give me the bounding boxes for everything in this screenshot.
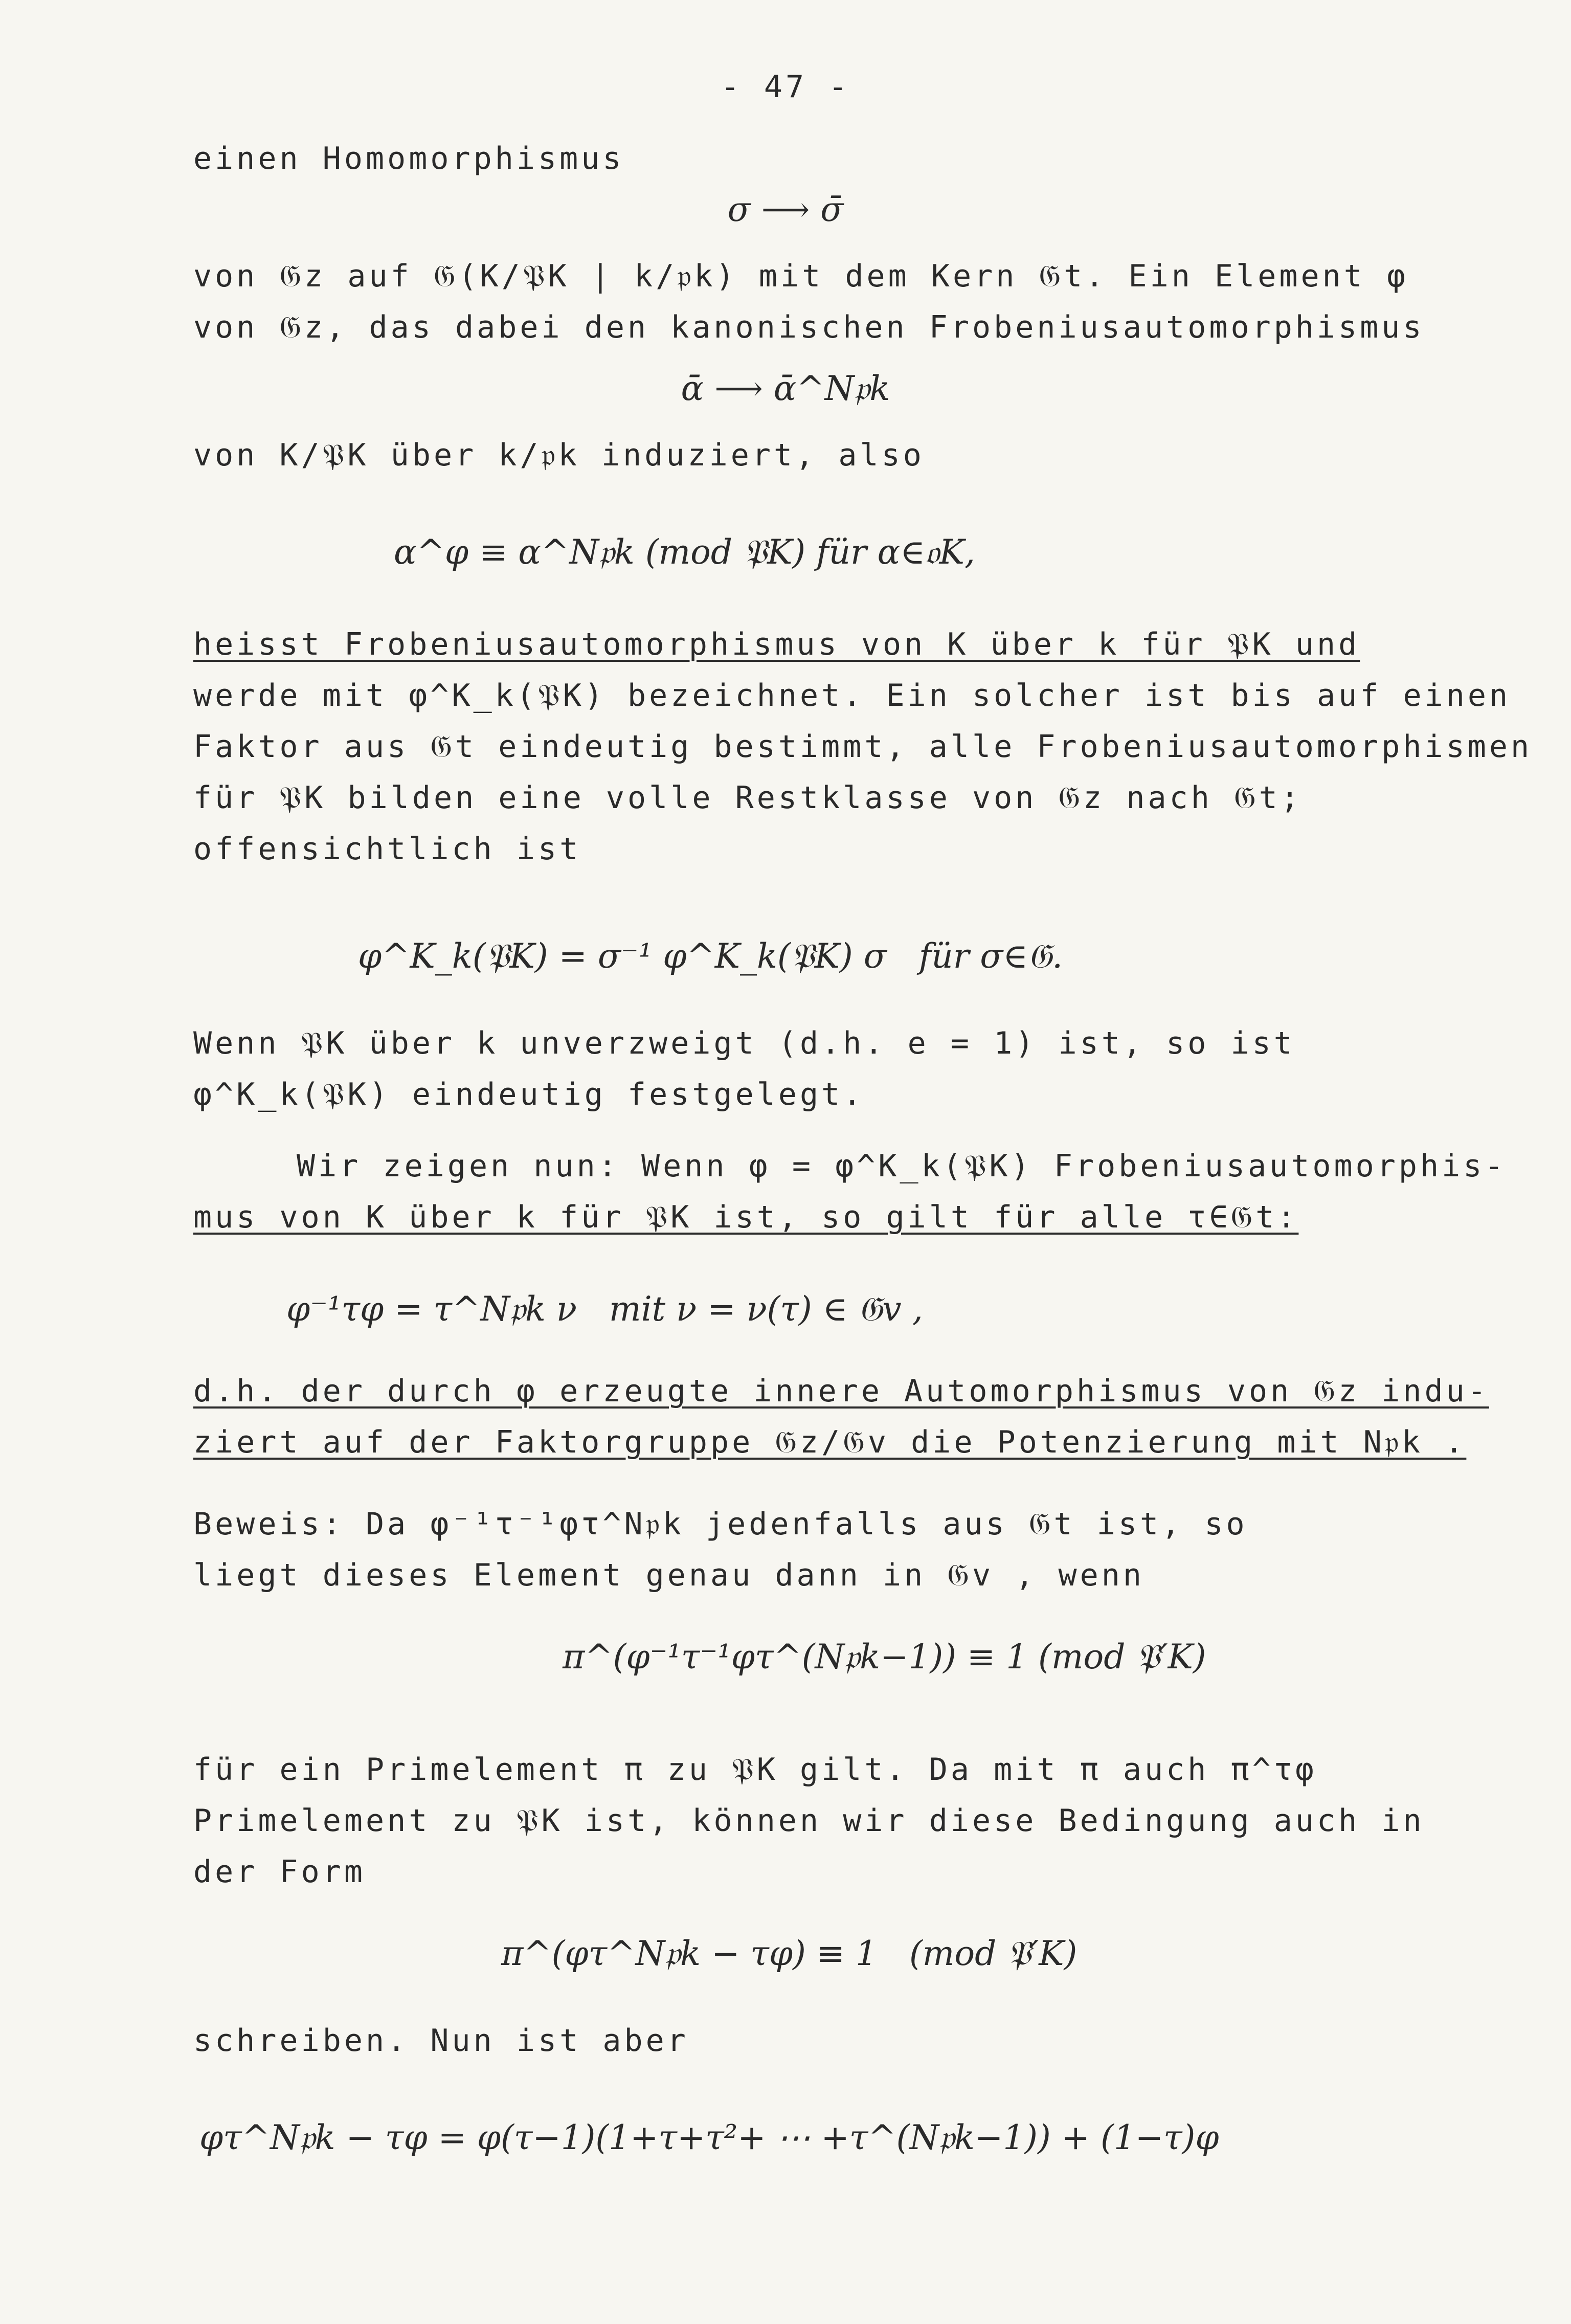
text-line: ziert auf der Faktorgruppe 𝔊z/𝔊v die Potenzierung mit N𝔭k . [193,1424,1467,1460]
text-line: für 𝔓K bilden eine volle Restklasse von 𝔊z nach 𝔊t; [193,780,1302,816]
equation: π^(φ⁻¹τ⁻¹φτ^(N𝔭k−1)) ≡ 1 (mod 𝔓′K) [563,1637,1206,1677]
text-line: mus von K über k für 𝔓K ist, so gilt für alle τ∈𝔊t: [193,1199,1299,1235]
text-line: d.h. der durch φ erzeugte innere Automorphismus von 𝔊z indu- [193,1373,1489,1409]
text-line: Wenn 𝔓K über k unverzweigt (d.h. e = 1) ist, so ist [193,1025,1295,1061]
equation: φτ^N𝔭k − τφ = φ(τ−1)(1+τ+τ²+ ⋯ +τ^(N𝔭k−1)) + (1−τ)φ [199,2118,1219,2157]
text-line: Beweis: Da φ⁻¹τ⁻¹φτ^N𝔭k jedenfalls aus 𝔊t ist, so [193,1506,1248,1542]
text-line: für ein Primelement π zu 𝔓K gilt. Da mit π auch π^τφ [193,1752,1317,1787]
text-line: von 𝔊z auf 𝔊(K/𝔓K | k/𝔭k) mit dem Kern 𝔊t. Ein Element φ [193,258,1409,294]
equation: α^φ ≡ α^N𝔭k (mod 𝔓K) für α∈𝔬K, [394,532,975,572]
equation: ᾱ ⟶ ᾱ^N𝔭k [681,369,890,408]
equation: π^(φτ^N𝔭k − τφ) ≡ 1 (mod 𝔓′K) [501,1934,1078,1973]
page-number: - 47 - [721,69,850,105]
equation: φ^K_k(𝔓K) = σ⁻¹ φ^K_k(𝔓K) σ für σ∈𝔊. [358,936,1063,976]
text-line: liegt dieses Element genau dann in 𝔊v , wenn [193,1557,1144,1593]
text-line: von K/𝔓K über k/𝔭k induziert, also [193,437,925,473]
text-line: offensichtlich ist [193,831,581,867]
text-line: Wir zeigen nun: Wenn φ = φ^K_k(𝔓K) Frobeniusautomorphis- [297,1148,1507,1184]
text-line: der Form [193,1854,366,1890]
text-line: schreiben. Nun ist aber [193,2023,689,2059]
text-line: Faktor aus 𝔊t eindeutig bestimmt, alle Frobeniusautomorphismen [193,729,1533,765]
equation: φ⁻¹τφ = τ^N𝔭k ν mit ν = ν(τ) ∈ 𝔊v , [286,1289,923,1329]
text-line: von 𝔊z, das dabei den kanonischen Frobeniusautomorphismus [193,309,1425,345]
text-line: Primelement zu 𝔓K ist, können wir diese Bedingung auch in [193,1803,1425,1839]
equation: σ ⟶ σ̄ [727,190,844,229]
text-line: werde mit φ^K_k(𝔓K) bezeichnet. Ein solcher ist bis auf einen [193,678,1511,713]
text-line: einen Homomorphismus [193,141,624,176]
text-line: heisst Frobeniusautomorphismus von K über k für 𝔓K und [193,627,1360,662]
text-line: φ^K_k(𝔓K) eindeutig festgelegt. [193,1077,865,1112]
